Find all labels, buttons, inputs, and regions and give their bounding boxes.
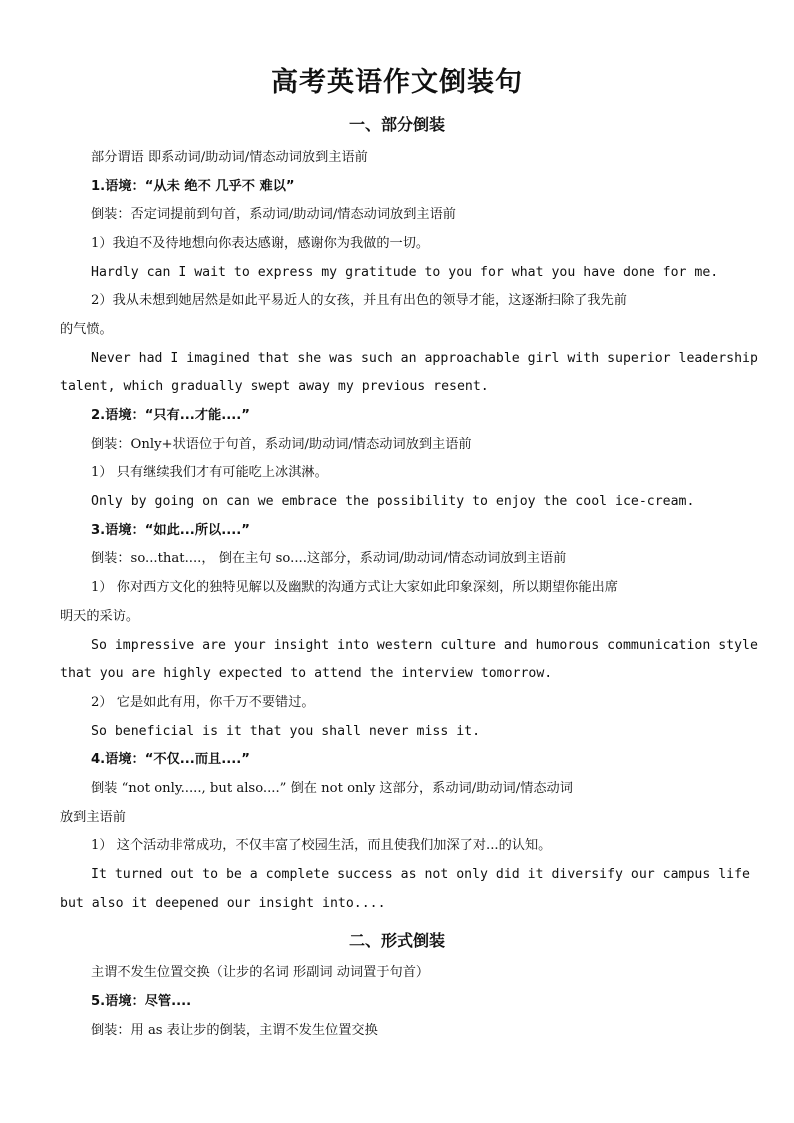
context-heading-2: 2.语境：“只有...才能....”	[91, 408, 250, 423]
context-heading-4: 4.语境：“不仅...而且....”	[91, 752, 250, 767]
chinese-example-6: 1） 这个活动非常成功，不仅丰富了校园生活，而且使我们加深了对...的认知。	[91, 838, 552, 853]
chinese-example-1: 1）我迫不及待地想向你表达感谢，感谢你为我做的一切。	[91, 236, 430, 251]
context-heading-1: 1.语境：“从未 绝不 几乎不 难以”	[91, 179, 295, 194]
chinese-example-4: 1） 你对西方文化的独特见解以及幽默的沟通方式让大家如此印象深刻，所以期望你能出席	[91, 580, 618, 595]
rule-text-4-cont: 放到主语前	[60, 810, 126, 825]
section-heading-formal-inversion: 二、形式倒装	[348, 931, 445, 950]
rule-text-3: 倒装：so...that....， 倒在主句 so....这部分，系动词/助动词/情态动词放到主语前	[91, 551, 567, 566]
english-example-2: Never had I imagined that she was such an approachable girl with superior leadership	[91, 351, 758, 366]
chinese-example-3: 1） 只有继续我们才有可能吃上冰淇淋。	[91, 465, 328, 480]
english-example-5: So beneficial is it that you shall never miss it.	[91, 724, 481, 739]
rule-text-2: 倒装：Only+状语位于句首，系动词/助动词/情态动词放到主语前	[91, 437, 472, 452]
context-heading-3: 3.语境：“如此...所以....”	[91, 523, 250, 538]
rule-text-4: 倒装 “not only....., but also....” 倒在 not only 这部分，系动词/助动词/情态动词	[91, 781, 573, 796]
chinese-example-2-cont: 的气愤。	[60, 322, 113, 337]
english-example-4-cont: that you are highly expected to attend the interview tomorrow.	[60, 666, 553, 681]
english-example-2-cont: talent, which gradually swept away my previous resent.	[60, 379, 489, 394]
page-title: 高考英语作文倒装句	[271, 67, 523, 98]
english-example-1: Hardly can I wait to express my gratitude to you for what you have done for me.	[91, 265, 719, 280]
english-example-4: So impressive are your insight into western culture and humorous communication style	[91, 638, 758, 653]
chinese-example-5: 2） 它是如此有用，你千万不要错过。	[91, 695, 315, 710]
rule-text-5: 倒装：用 as 表让步的倒装，主谓不发生位置交换	[91, 1023, 378, 1038]
context-heading-5: 5.语境：尽管....	[91, 994, 192, 1009]
section-heading-partial-inversion: 一、部分倒装	[348, 115, 445, 134]
english-example-6: It turned out to be a complete success as not only did it diversify our campus life	[91, 867, 750, 882]
intro-text-2: 主谓不发生位置交换（让步的名词 形副词 动词置于句首）	[91, 965, 430, 980]
english-example-3: Only by going on can we embrace the possibility to enjoy the cool ice-cream.	[91, 494, 695, 509]
intro-text: 部分谓语 即系动词/助动词/情态动词放到主语前	[91, 150, 368, 165]
chinese-example-2: 2）我从未想到她居然是如此平易近人的女孩，并且有出色的领导才能，这逐渐扫除了我先前	[91, 293, 627, 308]
english-example-6-cont: but also it deepened our insight into....	[60, 896, 386, 911]
rule-text-1: 倒装：否定词提前到句首，系动词/助动词/情态动词放到主语前	[91, 207, 456, 222]
chinese-example-4-cont: 明天的采访。	[60, 609, 140, 624]
